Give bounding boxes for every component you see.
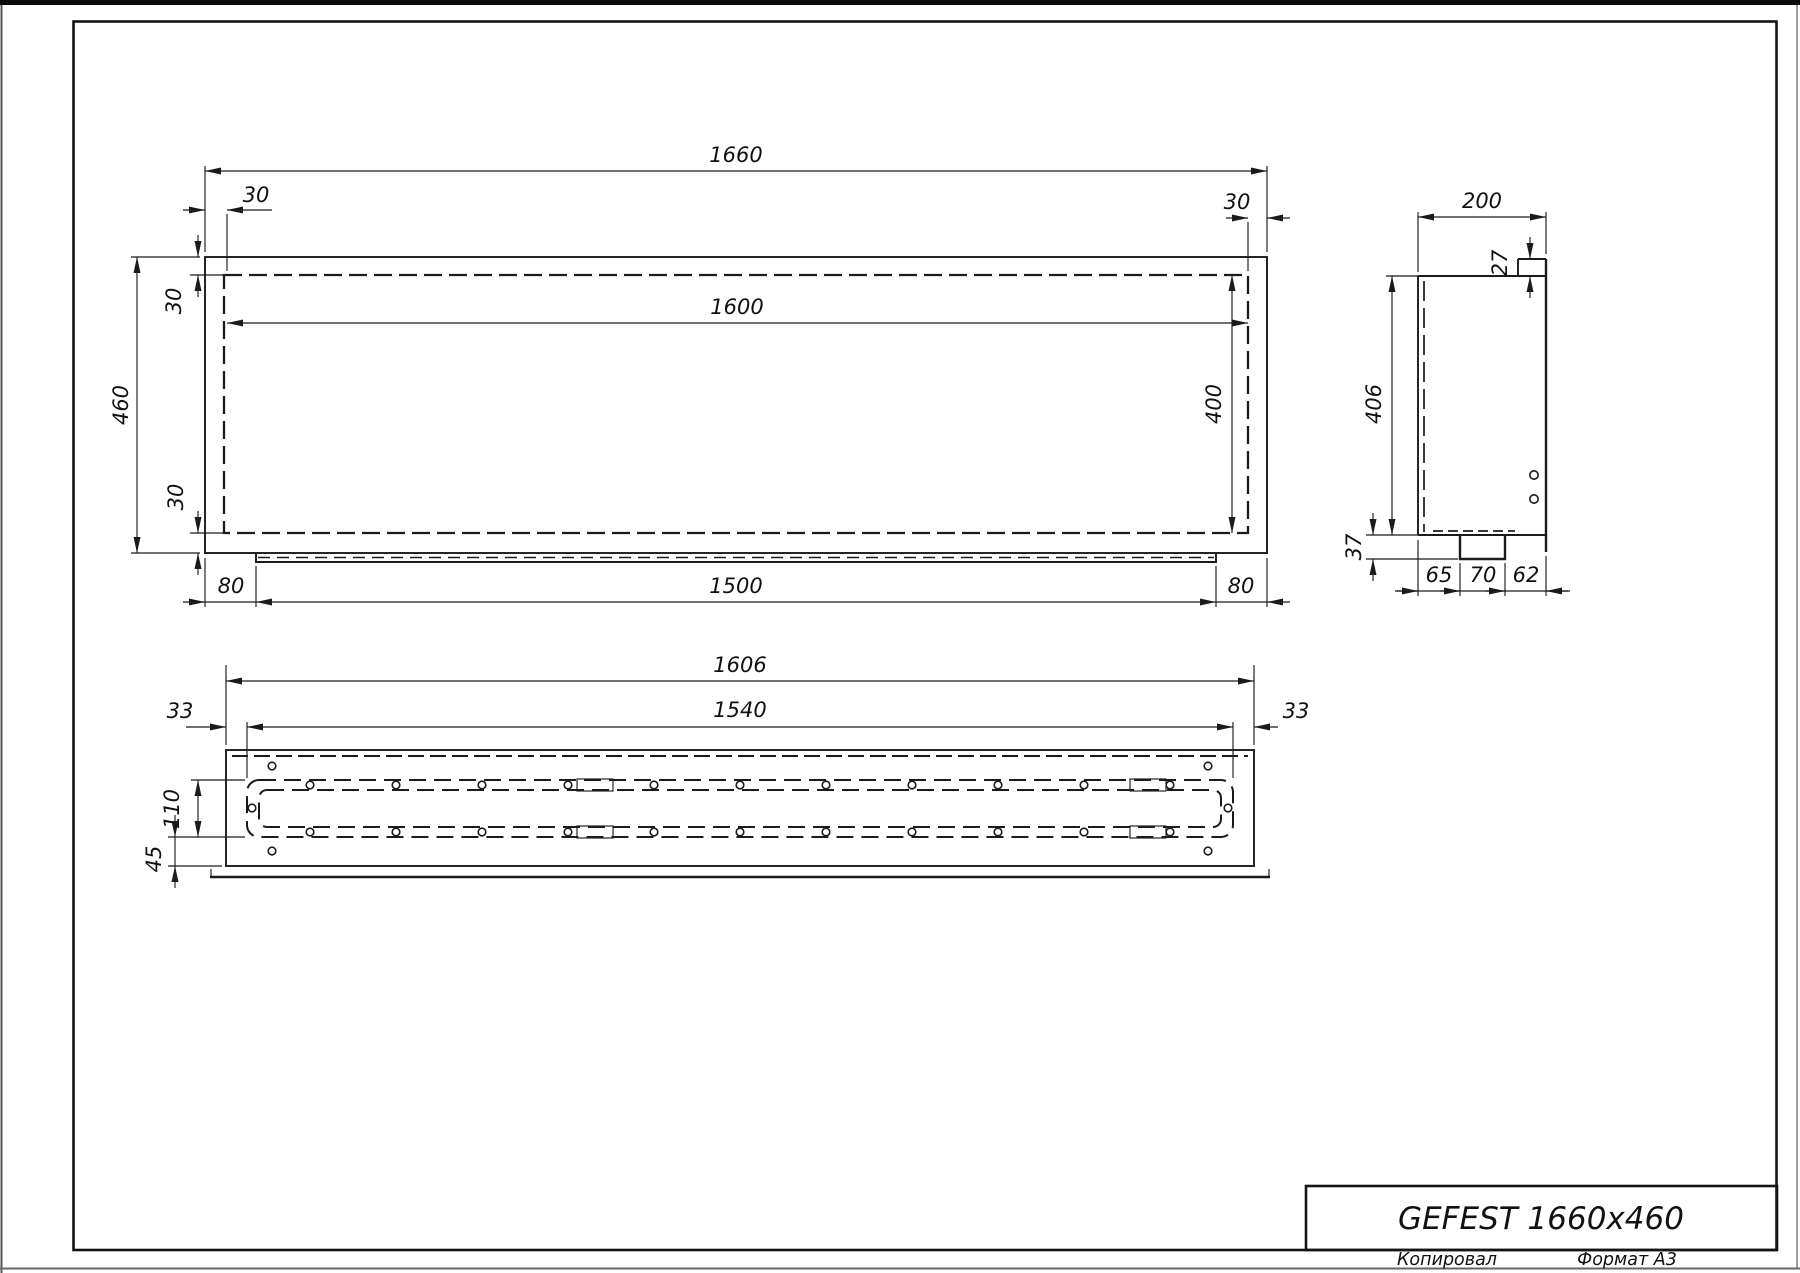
front-dim-tray-margin-left-label: 80 — [217, 574, 245, 598]
side-dim-depth-label: 200 — [1461, 189, 1503, 213]
side-dim-bottom-row — [1395, 540, 1570, 596]
bottom-hole-row-top — [306, 781, 1174, 789]
bottom-dim-margin-right-label: 33 — [1282, 699, 1310, 723]
side-mount-hole-top — [1530, 471, 1538, 479]
footer-copied-label: Копировал — [1397, 1250, 1497, 1270]
front-dim-inset-left-label: 30 — [242, 183, 270, 207]
bottom-dim-margin-left-label: 33 — [166, 699, 194, 723]
front-dim-inset-bottom-label: 30 — [164, 483, 188, 511]
front-dim-opening-height-label: 400 — [1202, 383, 1226, 425]
front-dim-overall-width-label: 1660 — [709, 143, 763, 167]
bottom-clip-tabs — [577, 779, 1166, 838]
front-dim-opening-width — [227, 295, 1248, 323]
side-mount-hole-bottom — [1530, 495, 1538, 503]
side-dim-seg-middle-label: 70 — [1469, 563, 1497, 587]
side-dim-tab-drop-label: 37 — [1342, 533, 1366, 561]
front-dim-tray-width-label: 1500 — [709, 574, 763, 598]
title-block — [1306, 1186, 1777, 1250]
front-dim-opening-width-label: 1600 — [710, 295, 764, 319]
side-dim-seg-left-label: 65 — [1425, 563, 1453, 587]
side-dim-seg-right-label: 62 — [1512, 563, 1540, 587]
side-dim-height-label: 406 — [1362, 383, 1386, 425]
front-dim-inset-bottom — [164, 484, 224, 575]
front-dim-tray-margin-right-label: 80 — [1227, 574, 1255, 598]
front-dim-tray-row — [183, 558, 1290, 607]
sheet-footer — [1397, 1250, 1677, 1270]
side-dim-lip-label: 27 — [1488, 249, 1512, 277]
bottom-dim-slot-length — [167, 698, 1310, 778]
footer-format-label: Формат А3 — [1577, 1250, 1677, 1270]
front-dim-opening-height — [1202, 275, 1232, 533]
front-view — [109, 143, 1290, 607]
front-dim-inset-top-label: 30 — [162, 287, 186, 315]
bottom-corner-holes — [248, 762, 1232, 855]
front-dim-inset-top — [162, 235, 224, 314]
bottom-dim-overall-length-label: 1606 — [713, 653, 767, 677]
front-dim-inset-right-label: 30 — [1223, 190, 1251, 214]
front-dim-inset-right — [1224, 190, 1290, 271]
side-dim-lip — [1488, 237, 1530, 298]
side-dim-height — [1362, 276, 1418, 535]
bottom-dim-slot-width — [160, 780, 245, 837]
bottom-dim-flange-label: 45 — [142, 845, 166, 873]
title-block-title: GEFEST 1660x460 — [1398, 1201, 1684, 1237]
bottom-hole-row-bottom — [306, 828, 1174, 836]
front-dim-overall-height-label: 460 — [109, 384, 133, 426]
front-dim-overall-width — [205, 143, 1267, 252]
bottom-view — [142, 653, 1309, 888]
bottom-dim-slot-width-label: 110 — [160, 788, 184, 830]
side-view — [1342, 189, 1570, 596]
bottom-dim-slot-length-label: 1540 — [713, 698, 767, 722]
